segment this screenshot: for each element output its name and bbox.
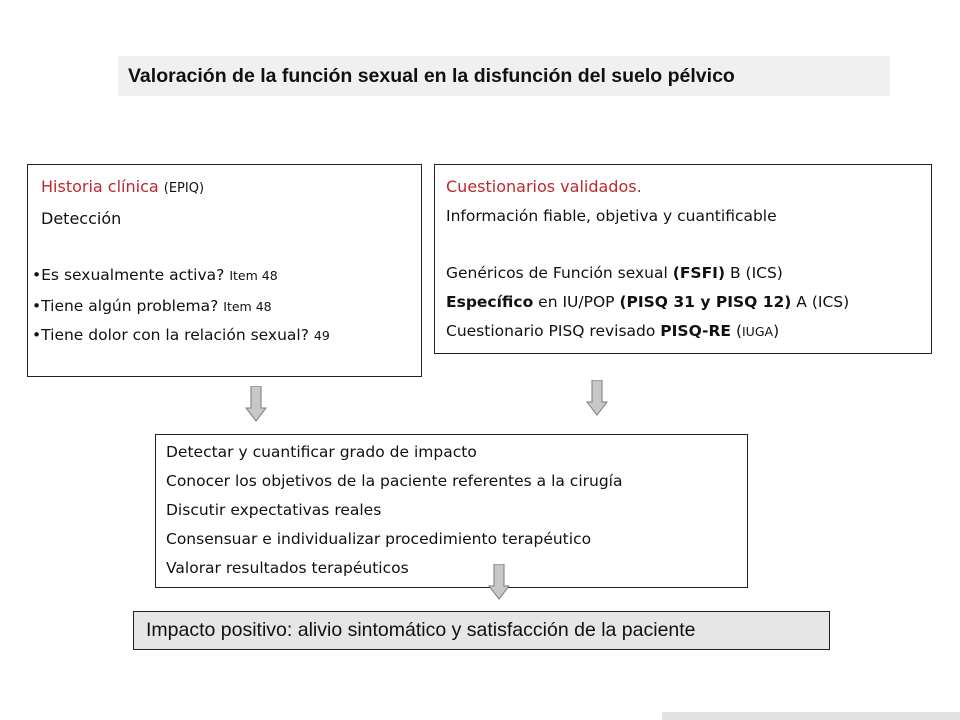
historia-item-note: 49: [313, 328, 330, 343]
objetivo-item: Detectar y cuantificar grado de impacto: [166, 443, 477, 461]
cuestionarios-heading: Cuestionarios validados.: [446, 177, 642, 196]
text-span: B (ICS): [725, 264, 783, 282]
historia-item-text: •Tiene algún problema?: [32, 297, 219, 315]
objetivo-item: Valorar resultados terapéuticos: [166, 559, 409, 577]
cuestionarios-line-4: [446, 322, 779, 340]
cuestionarios-line-3: [446, 293, 849, 311]
bottom-strip: [662, 712, 960, 720]
text-span: (: [731, 322, 742, 340]
objetivo-item: Conocer los objetivos de la paciente referentes a la cirugía: [166, 472, 623, 490]
down-arrow-icon: [488, 564, 510, 600]
historia-item-note: Item 48: [229, 268, 278, 283]
historia-heading-note: (EPIQ): [163, 181, 205, 196]
diagram-title: Valoración de la función sexual en la disfunción del suelo pélvico: [118, 56, 890, 96]
historia-subheading: Detección: [41, 209, 122, 228]
text-span: A (ICS): [791, 293, 850, 311]
historia-item-text: •Es sexualmente activa?: [32, 266, 225, 284]
pisq-label: (PISQ 31 y PISQ 12): [619, 293, 792, 311]
cuestionarios-box: [434, 164, 932, 354]
objetivo-item: Discutir expectativas reales: [166, 501, 382, 519]
historia-heading-line: [41, 177, 204, 196]
text-span: Genéricos de Función sexual: [446, 264, 673, 282]
cuestionarios-line-2: [446, 264, 783, 282]
text-span: en IU/POP: [533, 293, 620, 311]
historia-item: [32, 326, 330, 344]
historia-item: [32, 297, 272, 315]
cuestionarios-line-1: Información fiable, objetiva y cuantificable: [446, 207, 777, 225]
fsfi-label: (FSFI): [672, 264, 726, 282]
pisq-re-label: PISQ-RE: [660, 322, 732, 340]
down-arrow-icon: [245, 386, 267, 422]
objetivo-item: Consensuar e individualizar procedimiento terapéutico: [166, 530, 592, 548]
historia-clinica-box: [27, 164, 422, 377]
objetivos-box: [155, 434, 748, 588]
text-span: Cuestionario PISQ revisado: [446, 322, 661, 340]
especifico-label: Específico: [446, 293, 534, 311]
historia-item: [32, 266, 278, 284]
historia-item-note: Item 48: [223, 299, 272, 314]
down-arrow-icon: [586, 380, 608, 416]
iuga-label: IUGA: [742, 324, 774, 339]
text-span: ): [773, 322, 780, 340]
historia-heading: Historia clínica: [41, 177, 159, 196]
historia-item-text: •Tiene dolor con la relación sexual?: [32, 326, 309, 344]
impacto-positivo-box: Impacto positivo: alivio sintomático y satisfacción de la paciente: [133, 611, 830, 650]
